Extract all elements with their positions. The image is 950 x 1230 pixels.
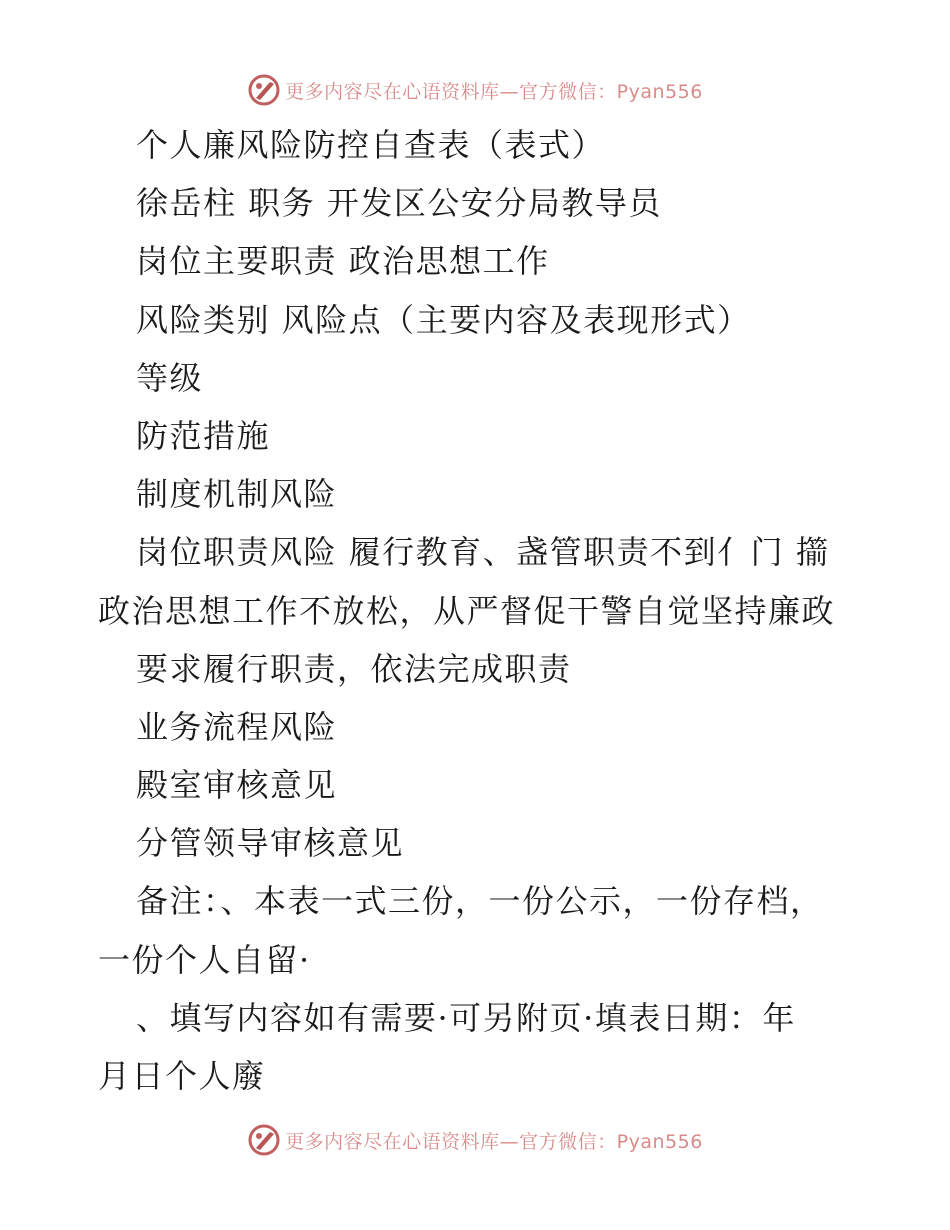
- text-line: 个人廉风险防控自查表（表式）: [136, 126, 606, 164]
- text-line: 政治思想工作不放松，从严督促干警自觉坚持廉政: [98, 591, 836, 630]
- text-line: 月日个人廢: [98, 1057, 266, 1095]
- text-line: 岗位主要职责 政治思想工作: [136, 242, 550, 281]
- text-line: 等级: [136, 358, 204, 397]
- text-line: 风险类别 风险点（主要内容及表现形式）: [136, 300, 751, 339]
- text-line: 制度机制风险: [136, 475, 338, 514]
- text-line: 岗位职责风险 履行教育、盏管职责不到亻门 擶: [136, 533, 830, 572]
- text-line: 、填写内容如有需要·可另附页·填表日期：年: [136, 998, 796, 1037]
- header-watermark-banner: [0, 70, 950, 110]
- text-line: 要求履行职责，依法完成职责: [136, 649, 572, 688]
- brand-logo-icon: [247, 73, 281, 107]
- text-line: 分管领导审核意见: [136, 824, 405, 863]
- watermark-text: 更多内容尽在心语资料库—官方微信：Pyan556: [285, 1130, 703, 1153]
- text-line: 备注：、本表一式三份，一份公示，一份存档，: [136, 882, 824, 921]
- watermark-text: 更多内容尽在心语资料库—官方微信：Pyan556: [285, 80, 703, 103]
- brand-logo-icon: [247, 1123, 281, 1157]
- document-body: [98, 116, 858, 1105]
- footer-watermark-banner: [0, 1120, 950, 1160]
- text-line: 防范措施: [136, 416, 271, 455]
- text-line: 业务流程风险: [136, 707, 338, 746]
- text-line: 徐岳柱 职务 开发区公安分局教导员: [136, 184, 662, 223]
- text-line: 殿室审核意见: [136, 766, 338, 805]
- text-line: 一份个人自留·: [98, 940, 311, 979]
